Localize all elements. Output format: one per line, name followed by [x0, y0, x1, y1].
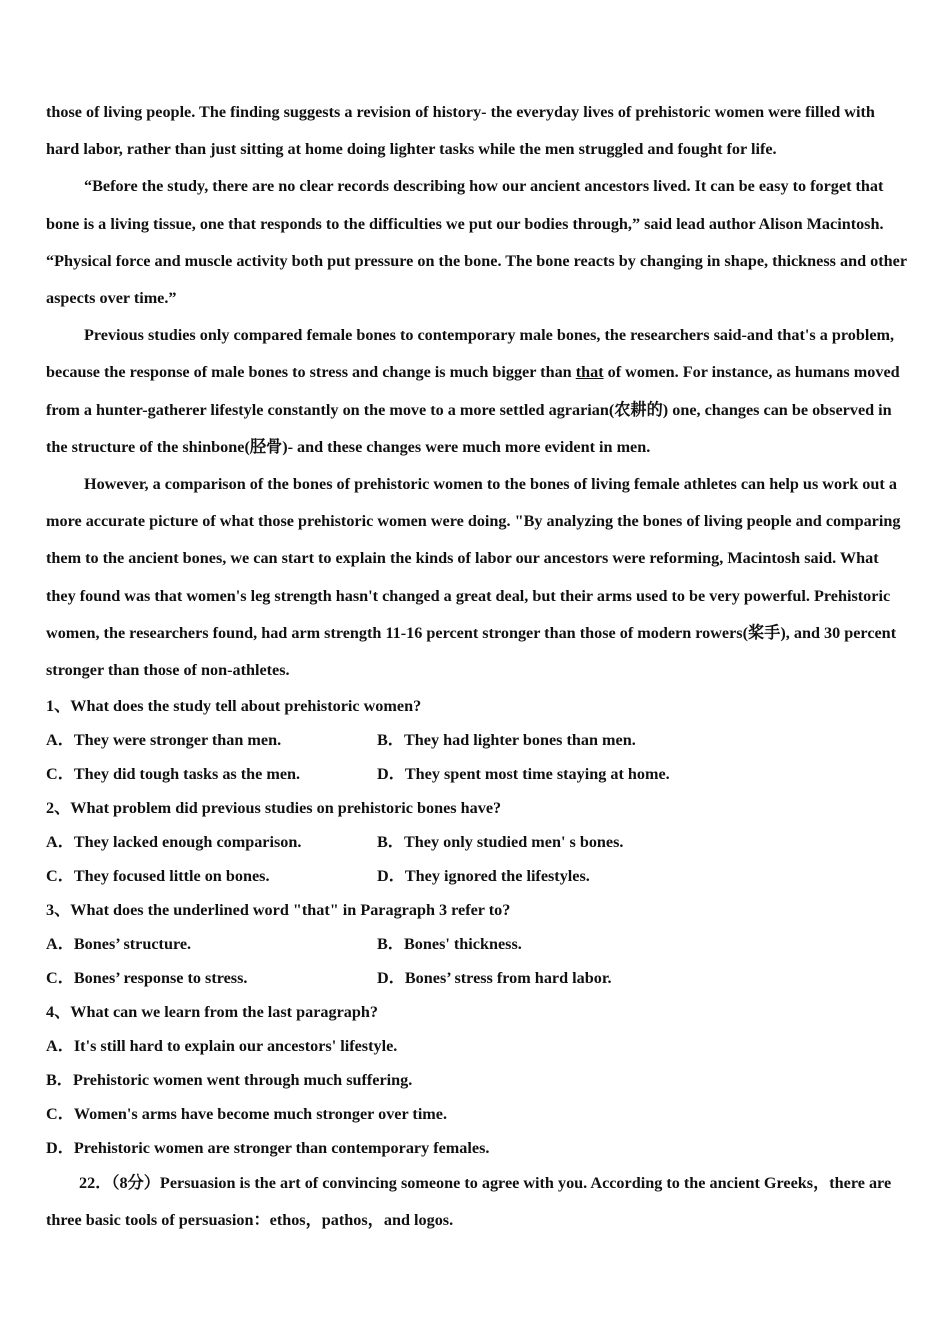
question-1-stem: 1、What does the study tell about prehistoric women? — [46, 697, 422, 716]
underlined-word-that: that — [575, 363, 604, 382]
passage-paragraph-3 — [46, 317, 908, 466]
question-2-option-a[interactable]: A．They lacked enough comparison. — [46, 833, 302, 852]
question-3-options-row-1 — [46, 927, 908, 961]
question-1-options-row-2 — [46, 757, 908, 791]
question-3-stem: 3、What does the underlined word "that" in Paragraph 3 refer to? — [46, 901, 511, 920]
question-4-option-c[interactable]: C．Women's arms have become much stronger over time. — [46, 1105, 448, 1124]
paragraph-3-before: Previous studies only compared female bones to contemporary male bones, the researchers said-and that's a problem, because the response of male bones to stress and change is much bigger than — [46, 326, 895, 382]
passage-paragraph-4: However, a comparison of the bones of prehistoric women to the bones of living female athletes can help us work out a more accurate picture of what those prehistoric women were doing. "By analyzing the bones of living people and comparing them to the ancient bones, we can start to explain the kinds of labor our ancestors were reforming, Macintosh said. What they found was that women's leg strength hasn't changed a great deal, but their arms used to be very powerful. Prehistoric women, the researchers found, had arm strength 11-16 percent stronger than those of modern rowers(桨手), and 30 percent stronger than those of non-athletes. — [46, 475, 901, 680]
question-1-option-d[interactable]: D．They spent most time staying at home. — [377, 765, 670, 784]
question-2-options-row-2 — [46, 859, 908, 893]
question-4-option-row-c — [46, 1097, 908, 1131]
question-2-option-b[interactable]: B．They only studied men' s bones. — [377, 833, 624, 852]
question-4-option-b[interactable]: B．Prehistoric women went through much suffering. — [46, 1071, 413, 1090]
question-4-option-d[interactable]: D．Prehistoric women are stronger than contemporary females. — [46, 1139, 490, 1158]
question-2-stem: 2、What problem did previous studies on prehistoric bones have? — [46, 799, 502, 818]
paragraph-3-after: of women. For instance, as humans moved from a hunter-gatherer lifestyle constantly on the move to a more settled agrarian(农耕的) one, changes can be observed in the structure of the shinbone(胫骨)- and these changes were much more evident in men. — [46, 363, 900, 456]
question-1-option-c[interactable]: C．They did tough tasks as the men. — [46, 765, 301, 784]
question-22-intro: 22．（8分）Persuasion is the art of convincing someone to agree with you. According to the ancient Greeks，there are three basic tools of persuasion：ethos，pathos，and logos. — [46, 1174, 892, 1230]
question-1-option-b[interactable]: B．They had lighter bones than men. — [377, 731, 636, 750]
document-page — [46, 94, 908, 1240]
passage-paragraph-1: those of living people. The finding suggests a revision of history- the everyday lives of prehistoric women were filled with hard labor, rather than just sitting at home doing lighter tasks while the men struggled and fought for life. — [46, 103, 875, 159]
question-3-options-row-2 — [46, 961, 908, 995]
passage-paragraph-2: “Before the study, there are no clear records describing how our ancient ancestors lived. It can be easy to forget that bone is a living tissue, one that responds to the difficulties we put our bodies through,” said lead author Alison Macintosh. “Physical force and muscle activity both put pressure on the bone. The bone reacts by changing in shape, thickness and other aspects over time.” — [46, 177, 907, 308]
question-4-option-row-b — [46, 1063, 908, 1097]
question-4-stem: 4、What can we learn from the last paragraph? — [46, 1003, 378, 1022]
question-2-option-c[interactable]: C．They focused little on bones. — [46, 867, 270, 886]
question-3-option-a[interactable]: A．Bones’ structure. — [46, 935, 192, 954]
question-3-option-b[interactable]: B．Bones' thickness. — [377, 935, 522, 954]
question-1-option-a[interactable]: A．They were stronger than men. — [46, 731, 282, 750]
question-1-options-row-1 — [46, 723, 908, 757]
question-3-option-c[interactable]: C．Bones’ response to stress. — [46, 969, 248, 988]
question-4-option-a[interactable]: A．It's still hard to explain our ancestors' lifestyle. — [46, 1037, 398, 1056]
question-2-option-d[interactable]: D．They ignored the lifestyles. — [377, 867, 590, 886]
question-2-options-row-1 — [46, 825, 908, 859]
question-3-option-d[interactable]: D．Bones’ stress from hard labor. — [377, 969, 612, 988]
question-4-option-row-a — [46, 1029, 908, 1063]
question-4-option-row-d — [46, 1131, 908, 1165]
